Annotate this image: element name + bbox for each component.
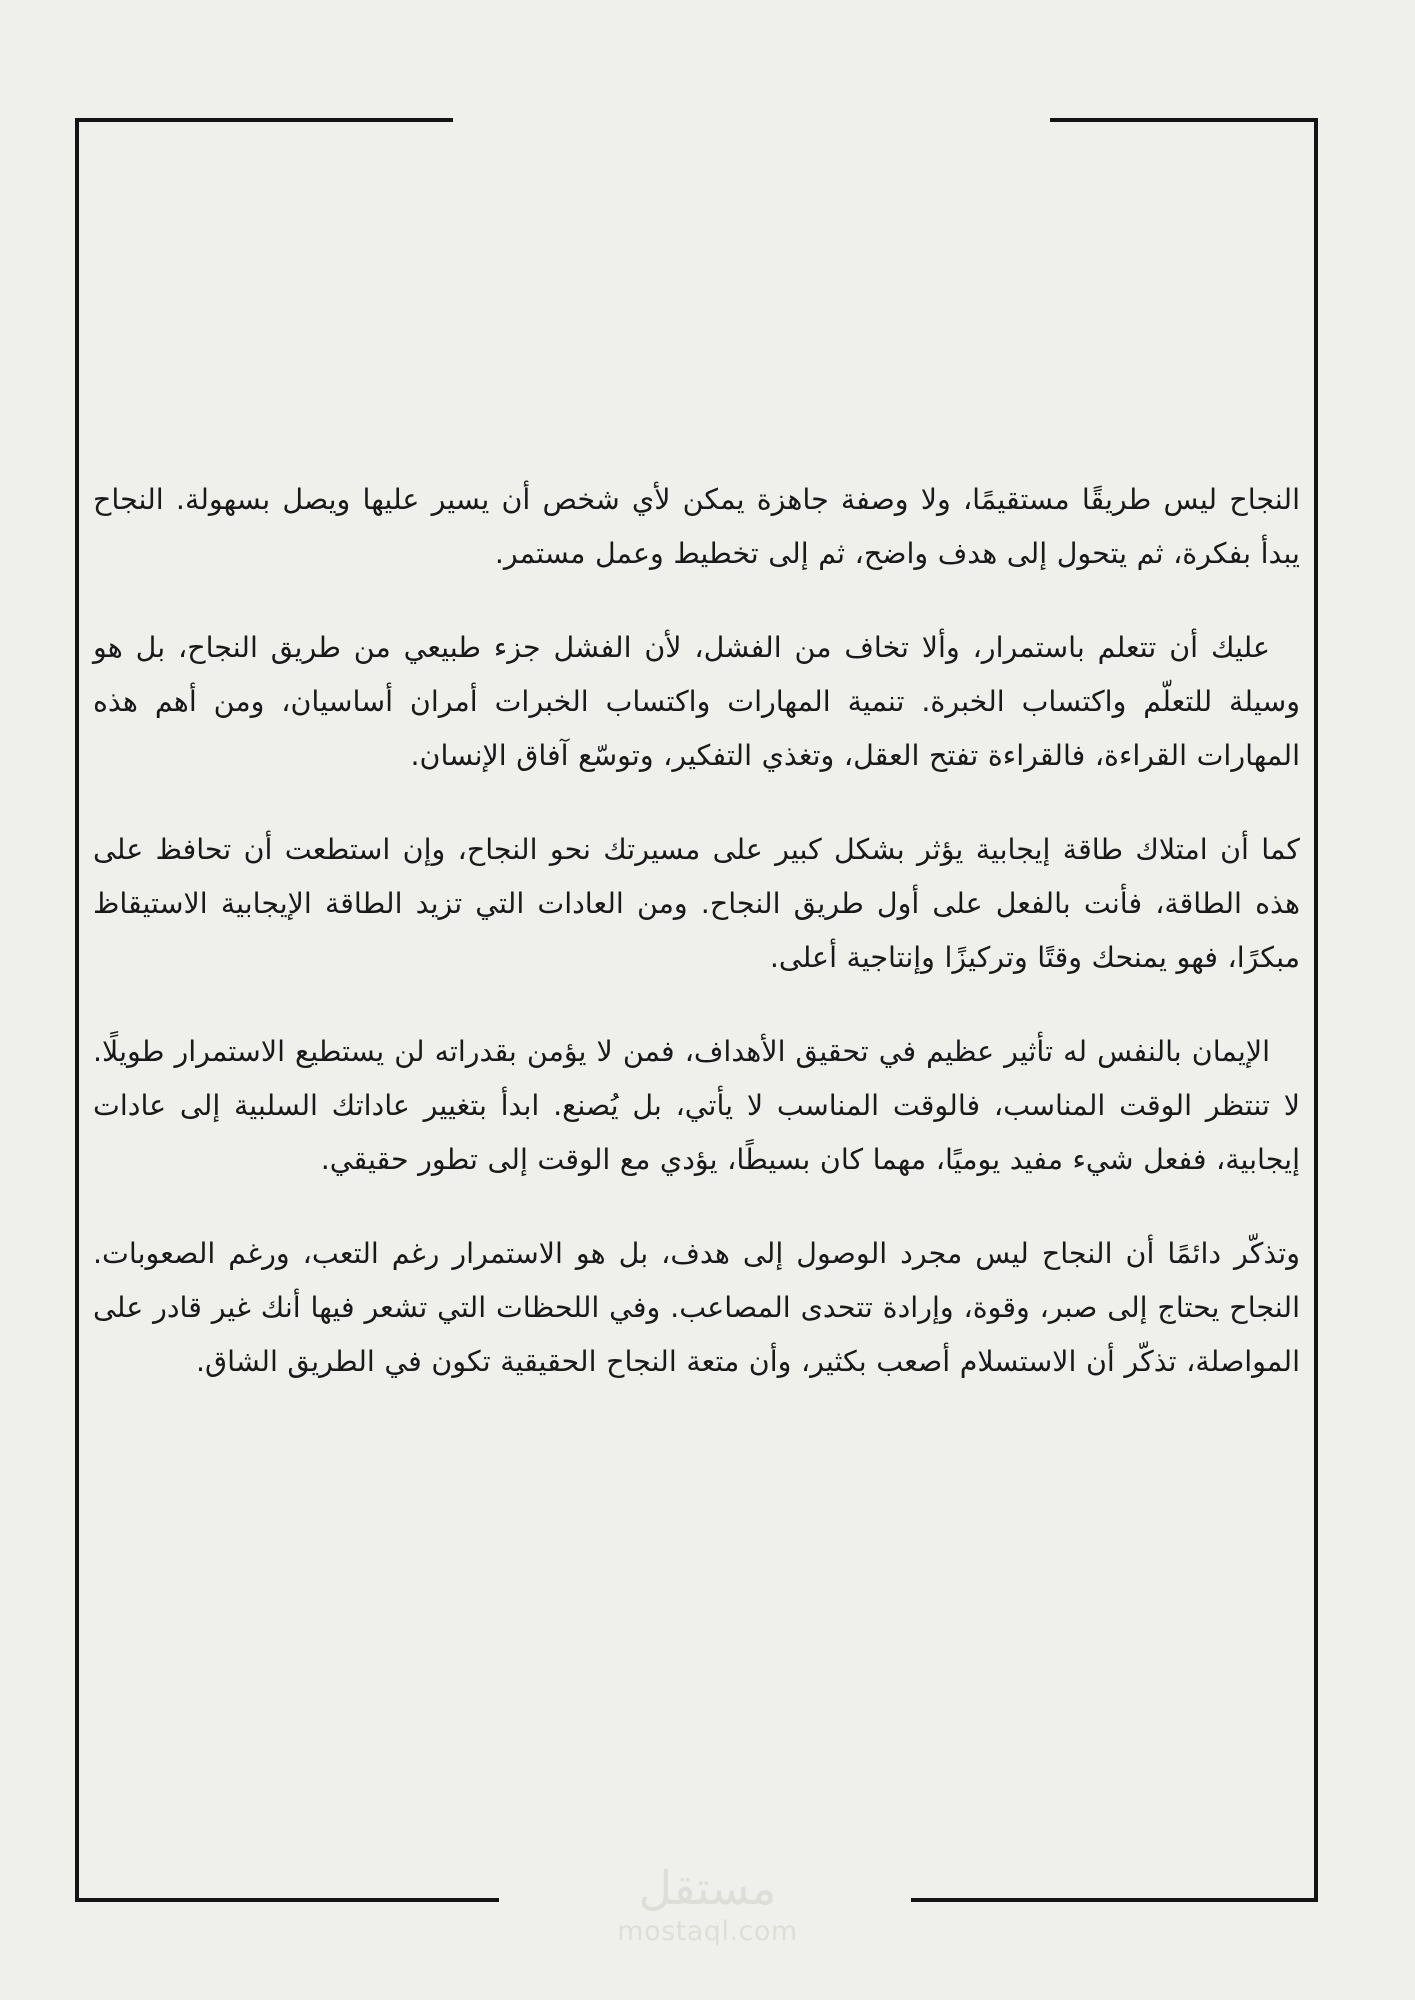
watermark-brand-url: mostaql.com bbox=[617, 1916, 798, 1947]
article-text-block bbox=[93, 473, 1300, 1389]
document-body bbox=[75, 118, 1318, 1902]
paragraph-5: وتذكّر دائمًا أن النجاح ليس مجرد الوصول إلى هدف، بل هو الاستمرار رغم التعب، ورغم الصعوبات. النجاح يحتاج إلى صبر، وقوة، وإرادة تتحدى المصاعب. وفي اللحظات التي تشعر فيها أنك غير قادر على المواصلة، تذكّر أن الاستسلام أصعب بكثير، وأن متعة النجاح الحقيقية تكون في الطريق الشاق. bbox=[93, 1237, 1300, 1378]
paragraph-1: النجاح ليس طريقًا مستقيمًا، ولا وصفة جاهزة يمكن لأي شخص أن يسير عليها ويصل بسهولة. النجاح يبدأ بفكرة، ثم يتحول إلى هدف واضح، ثم إلى تخطيط وعمل مستمر. bbox=[93, 483, 1300, 570]
paragraph-2: عليك أن تتعلم باستمرار، وألا تخاف من الفشل، لأن الفشل جزء طبيعي من طريق النجاح، بل هو وسيلة للتعلّم واكتساب الخبرة. تنمية المهارات واكتساب الخبرات أمران أساسيان، ومن أهم هذه المهارات القراءة، فالقراءة تفتح العقل، وتغذي التفكير، وتوسّع آفاق الإنسان. bbox=[93, 631, 1300, 772]
paragraph-4: الإيمان بالنفس له تأثير عظيم في تحقيق الأهداف، فمن لا يؤمن بقدراته لن يستطيع الاستمرار طويلًا. لا تنتظر الوقت المناسب، فالوقت المناسب لا يأتي، بل يُصنع. ابدأ بتغيير عاداتك السلبية إلى عادات إيجابية، ففعل شيء مفيد يوميًا، مهما كان بسيطًا، يؤدي مع الوقت إلى تطور حقيقي. bbox=[93, 1035, 1300, 1176]
watermark-brand-arabic: مستقل bbox=[638, 1861, 777, 1915]
paragraph-3: كما أن امتلاك طاقة إيجابية يؤثر بشكل كبير على مسيرتك نحو النجاح، وإن استطعت أن تحافظ على هذه الطاقة، فأنت بالفعل على أول طريق النجاح. ومن العادات التي تزيد الطاقة الإيجابية الاستيقاظ مبكرًا، فهو يمنحك وقتًا وتركيزًا وإنتاجية أعلى. bbox=[93, 833, 1300, 974]
